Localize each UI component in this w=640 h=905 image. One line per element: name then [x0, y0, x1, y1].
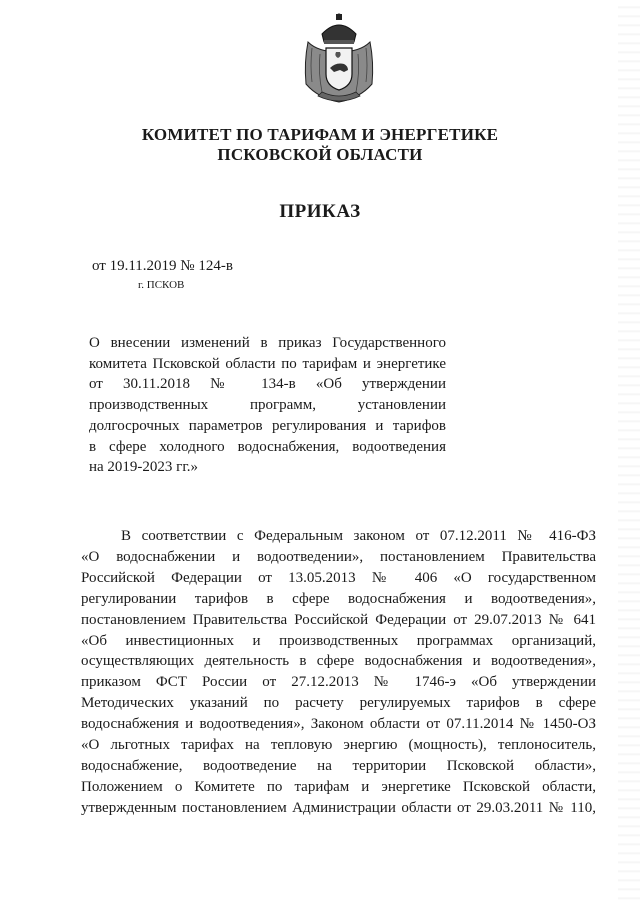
city-name: г. ПСКОВ [138, 279, 185, 291]
body-line: Положением о Комитете по тарифам и энергетике Псковской области, [81, 778, 596, 795]
subject-line: О внесении изменений в приказ Государственного [89, 335, 446, 351]
body-line: постановлением Правительства Российской Федерации от 29.07.2013 № 641 [81, 611, 596, 628]
preamble-paragraph [81, 526, 596, 819]
subject-line: комитета Псковской области по тарифам и энергетике [89, 355, 446, 372]
order-date-number: от 19.11.2019 № 124-в [92, 258, 233, 274]
body-line: В соответствии с Федеральным законом от 07.12.2011 № 416-ФЗ [121, 528, 596, 544]
subject-line: долгосрочных параметров регулирования и тарифов [89, 417, 446, 434]
organization-name-line1: КОМИТЕТ ПО ТАРИФАМ И ЭНЕРГЕТИКЕ [141, 125, 499, 144]
body-line: утвержденным постановлением Администрации области от 29.03.2011 № 110, [81, 799, 596, 816]
subject-line: в сфере холодного водоснабжения, водоотведения [89, 438, 446, 455]
body-line: «Об инвестиционных и производственных программах организаций, [81, 632, 596, 649]
subject-line: от 30.11.2018 № 134-в «Об утверждении [89, 376, 446, 393]
body-line: осуществляющих деятельность в сфере водоснабжения и водоотведения», [81, 653, 596, 670]
body-line: водоснабжения и водоотведения», Законом области от 07.11.2014 № 1450-ОЗ [81, 716, 596, 733]
body-line: «О льготных тарифах на тепловую энергию (мощность), теплоноситель, [81, 737, 596, 754]
body-line: приказом ФСТ России от 27.12.2013 № 1746-э «Об утверждении [81, 674, 596, 691]
subject-line: на 2019-2023 гг.» [89, 459, 199, 476]
coat-of-arms-emblem [300, 12, 378, 106]
body-line: регулировании тарифов в сфере водоснабжения и водоотведения», [81, 590, 596, 607]
organization-name-line2: ПСКОВСКОЙ ОБЛАСТИ [217, 145, 423, 164]
subject-line: производственных программ, установлении [89, 397, 446, 414]
body-line: водоснабжение, водоотведение на территории Псковской области», [81, 757, 596, 774]
body-line: Российской Федерации от 13.05.2013 № 406 «О государственном [81, 569, 596, 586]
document-type-title: ПРИКАЗ [279, 201, 361, 222]
order-subject [89, 333, 446, 478]
body-line: «О водоснабжении и водоотведении», постановлением Правительства [81, 548, 596, 565]
body-line: Методических указаний по расчету регулируемых тарифов в сфере [81, 695, 596, 712]
